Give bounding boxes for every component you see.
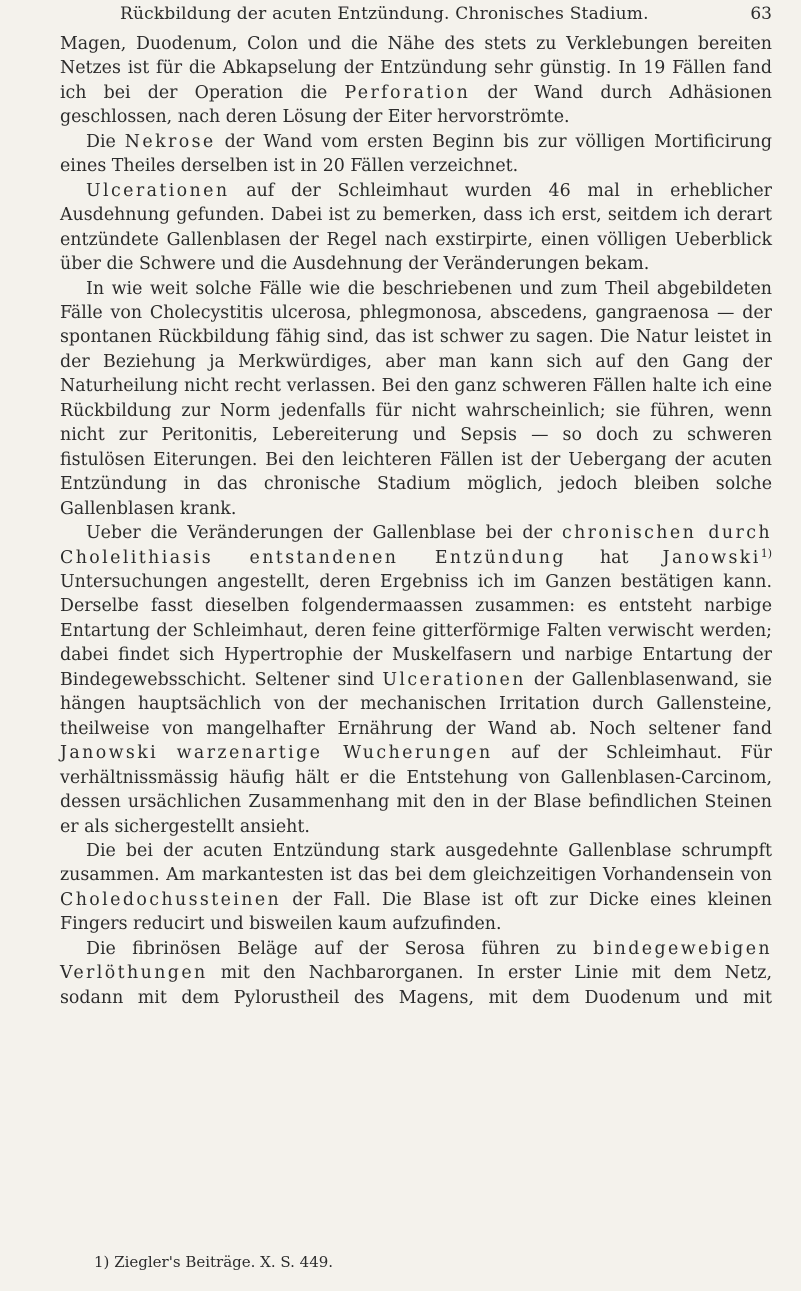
- footnote-text: Ziegler's Beiträge. X. S. 449.: [114, 1253, 334, 1271]
- text-run: Die fibrinösen Beläge auf der Serosa führen zu: [86, 938, 594, 959]
- emphasis-text: Nekrose: [124, 131, 216, 152]
- text-run: hat: [565, 547, 663, 568]
- text-run: Ueber die Veränderungen der Gallenblase bei der: [86, 523, 562, 544]
- text-run: der Gallenblasenwand, sie hängen hauptsächlich von der mechanischen Irritation durch Gallensteine, theilweise von mangelhafter Ernährung der Wand ab. Noch seltener fand: [60, 669, 772, 739]
- emphasis-text: Janowski: [662, 547, 761, 568]
- paragraph: [60, 277, 772, 522]
- footnote: [94, 1253, 333, 1271]
- text-run: der Wand vom ersten Beginn bis zur völligen Mortificirung eines Theiles derselben ist in 20 Fällen verzeichnet.: [60, 131, 772, 177]
- paragraph: [60, 130, 772, 179]
- paragraph: [60, 839, 772, 937]
- paragraph: [60, 521, 772, 839]
- text-run: der Wand durch Adhäsionen geschlossen, nach deren Lösung der Eiter hervorströmte.: [60, 82, 772, 128]
- main-text: [60, 32, 772, 1010]
- emphasis-text: Choledochussteinen: [60, 889, 282, 910]
- text-run: Die bei der acuten Entzündung stark ausgedehnte Gallenblase schrumpft zusammen. Am markantesten ist das bei dem gleichzeitigen Vorhandensein von: [60, 840, 772, 886]
- footnote-ref: 1): [760, 546, 772, 560]
- emphasis-text: Janowski: [60, 743, 159, 764]
- text-run: der Fall. Die Blase ist oft zur Dicke eines kleinen Fingers reducirt und bisweilen kaum aufzufinden.: [60, 889, 772, 935]
- paragraph: [60, 32, 772, 130]
- emphasis-text: Ulcerationen: [86, 180, 230, 201]
- emphasis-text: bindegewebigen Verlöthungen: [60, 938, 772, 984]
- footnote-marker: 1): [94, 1253, 110, 1271]
- running-header: [60, 4, 772, 32]
- emphasis-text: warzenartige Wucherungen: [176, 743, 493, 764]
- text-run: auf der Schleimhaut. Für verhältnissmässig häufig hält er die Entstehung von Gallenblasen-Carcinom, dessen ursächlichen Zusammenhang mit den in der Blase befindlichen Steinen er als sichergestellt ansieht.: [60, 743, 772, 837]
- text-run: auf der Schleimhaut wurden 46 mal in erheblicher Ausdehnung gefunden. Dabei ist zu bemerken, dass ich erst, seitdem ich derart entzündete Gallenblasen der Regel nach exstirpirte, einen völligen Ueberblick über die Schwere und die Ausdehnung der Veränderungen bekam.: [60, 180, 772, 275]
- text-run: Die: [86, 131, 125, 152]
- text-run: mit den Nachbarorganen. In erster Linie mit dem Netz, sodann mit dem Pylorustheil des Magens, mit dem Duodenum und mit: [60, 963, 772, 1008]
- running-title: Rückbildung der acuten Entzündung. Chronisches Stadium.: [120, 4, 649, 24]
- text-run: [158, 743, 177, 763]
- text-run: Magen, Duodenum, Colon und die Nähe des stets zu Verklebungen bereiten Netzes ist für die Abkapselung der Entzündung sehr günstig. In 19 Fällen fand ich bei der Operation die: [60, 34, 772, 103]
- text-run: In wie weit solche Fälle wie die beschriebenen und zum Theil abgebildeten Fälle von Cholecystitis ulcerosa, phlegmonosa, abscedens, gangraenosa — der spontanen Rückbildung fähig sind, das ist schwer zu sagen. Die Natur leistet in der Beziehung ja Merkwürdiges, aber man kann sich auf den Gang der Naturheilung nicht recht verlassen. Bei den ganz schweren Fällen halte ich eine Rückbildung zur Norm jedenfalls für nicht wahrscheinlich; sie führen, wenn nicht zur Peritonitis, Lebereiterung und Sepsis — so doch zu schweren fistulösen Eiterungen. Bei den leichteren Fällen ist der Uebergang der acuten Entzündung in das chronische Stadium möglich, jedoch bleiben solche Gallenblasen krank.: [60, 278, 772, 519]
- emphasis-text: Perforation: [344, 82, 471, 103]
- paragraph: [60, 937, 772, 1010]
- page-number: 63: [750, 4, 772, 24]
- emphasis-text: Ulcerationen: [382, 669, 526, 690]
- emphasis-text: chronischen durch Cholelithiasis entstandenen Entzündung: [60, 523, 772, 568]
- paragraph: [60, 179, 772, 277]
- text-run: Untersuchungen angestellt, deren Ergebniss ich im Ganzen bestätigen kann. Derselbe fasst dieselben folgendermaassen zusammen: es entsteht narbige Entartung der Schleimhaut, deren feine gitterförmige Falten verwischt werden; dabei findet sich Hypertrophie der Muskelfasern und narbige Entartung der Bindegewebsschicht. Seltener sind: [60, 571, 772, 690]
